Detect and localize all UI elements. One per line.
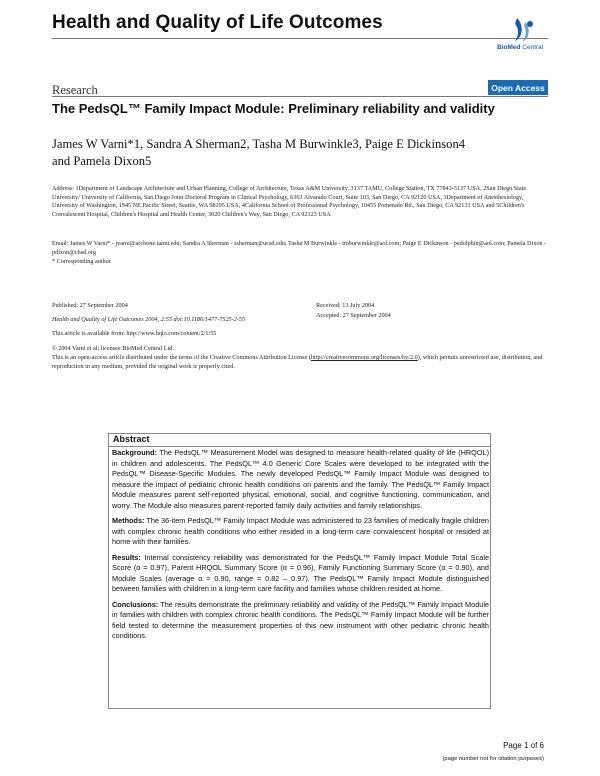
methods-label: Methods:	[112, 516, 145, 525]
conclusions-label: Conclusions:	[112, 599, 159, 609]
section-rule	[52, 96, 548, 97]
paper-title: The PedsQL™ Family Impact Module: Preliminary reliability and validity	[52, 101, 495, 116]
abstract-results	[112, 553, 489, 595]
abstract-box	[108, 433, 491, 709]
license-text	[52, 354, 548, 371]
license-link[interactable]: http://creativecommons.org/licenses/by/2.0	[310, 354, 418, 361]
abstract-rule	[109, 446, 490, 447]
biomed-logo-icon	[497, 14, 547, 44]
license-post: ), which permits unrestricted use, distribution, and reproduction in any medium, provided the original work is properly cited.	[52, 354, 543, 370]
copyright-line: © 2004 Varni et al; licensee BioMed Central Ltd.	[52, 345, 174, 352]
article-type: Research	[52, 83, 98, 97]
header-rule	[52, 38, 548, 39]
logo-biomed-text: BioMed	[497, 44, 521, 51]
license-pre: This is an open-access article distributed under the terms of the Creative Commons Attribution License (	[52, 354, 311, 361]
corresponding-author-note: * Corresponding author	[52, 258, 111, 265]
methods-text: The 36-item PedsQL™ Family Impact Module was administered to 23 families of medically fragile children with complex chronic health conditions who either resided in a long-term care convalescent hospital or resided at home with their families.	[112, 516, 489, 546]
accepted-date: Accepted: 27 September 2004	[316, 312, 391, 319]
biomed-central-logo	[497, 14, 547, 54]
author-emails: Email: James W Varni* - jvarni@archone.tamu.edu; Sandra A Sherman - ssherman@ucsd.edu; Tasha M Burwinkle - tmburwinkle@aol.com; Paige E Dickinson - pedolphin@aol.com; Pamela Dixon - pdixon@chsd.org	[52, 240, 547, 256]
conclusions-text: The results demonstrate the preliminary reliability and validity of the PedsQL™ Family Impact Module in families with children with complex chronic health conditions. The PedsQL™ Family Impact Module will be further field tested to determine the measurement properties of this new instrument with other pediatric chronic health conditions.	[112, 599, 489, 640]
author-affiliations: Address: 1Department of Landscape Architecture and Urban Planning, College of Architecture, Texas A&M University, 3137 TAMU, College Station, TX 77843-3137 USA, 2San Diego State University/ University of California, San Diego Joint Doctoral Program in Clinical Psychology, 6363 Alvarado Court, Suite 103, San Diego, CA 92120 USA, 3Department of Anesthesiology, University of Washington, 1945 NE Pacific Street, Seattle, WA 98195 USA, 4California School of Professional Psychology, 10455 Pomerado Rd., San Diego, CA 92131 USA and 5Children's Convalescent Hospital, Children's Hospital and Health Center, 3020 Children's Way, San Diego, CA 92123 USA	[52, 185, 527, 218]
background-text: The PedsQL™ Measurement Model was designed to measure health-related quality of life (HRQOL) in children and adolescents. The PedsQL™ 4.0 Generic Core Scales were developed to be integrated with the PedsQL™ Disease-Specific Modules. The newly developed PedsQL™ Family Impact Module was designed to measure the impact of pediatric chronic health conditions on parents and the family. The PedsQL™ Family Impact Module measures parent self-reported physical, emotional, social, and cognitive functioning, communication, and worry. The Module also measures parent-reported family daily activities and family relationships.	[112, 448, 489, 510]
availability-line: This article is available from: http://www.hqlo.com/content/2/1/55	[52, 330, 217, 337]
page-number-note: (page number not for citation purposes)	[442, 756, 544, 762]
abstract-methods	[112, 516, 489, 548]
open-access-badge: Open Access	[488, 80, 548, 95]
journal-title: Health and Quality of Life Outcomes	[52, 12, 383, 33]
published-date: Published: 27 September 2004	[52, 302, 128, 309]
abstract-heading: Abstract	[113, 434, 150, 444]
abstract-conclusions	[112, 600, 489, 642]
page-number: Page 1 of 6	[503, 741, 544, 750]
results-text: Internal consistency reliability was demonstrated for the PedsQL™ Family Impact Module Total Scale Score (α = 0.97), Parent HRQOL Summary Score (α = 0.96), Family Functioning Summary Score (α = 0.90), and Module Scales (average α = 0.90, range = 0.82 – 0.97). The PedsQL™ Family Impact Module distinguished between families with children in a long-term care facility and families whose children resided at home.	[112, 552, 489, 593]
abstract-background	[112, 448, 489, 511]
results-label: Results:	[112, 552, 141, 562]
abstract-body	[112, 448, 489, 647]
received-date: Received: 13 July 2004	[316, 302, 375, 309]
citation-line: Health and Quality of Life Outcomes 2004, 2:55 doi:10.1186/1477-7525-2-55	[52, 316, 246, 323]
background-label: Background:	[112, 448, 157, 457]
author-list: James W Varni*1, Sandra A Sherman2, Tasha M Burwinkle3, Paige E Dickinson4 and Pamela Dixon5	[52, 137, 466, 168]
logo-central-text: Central	[520, 44, 544, 51]
